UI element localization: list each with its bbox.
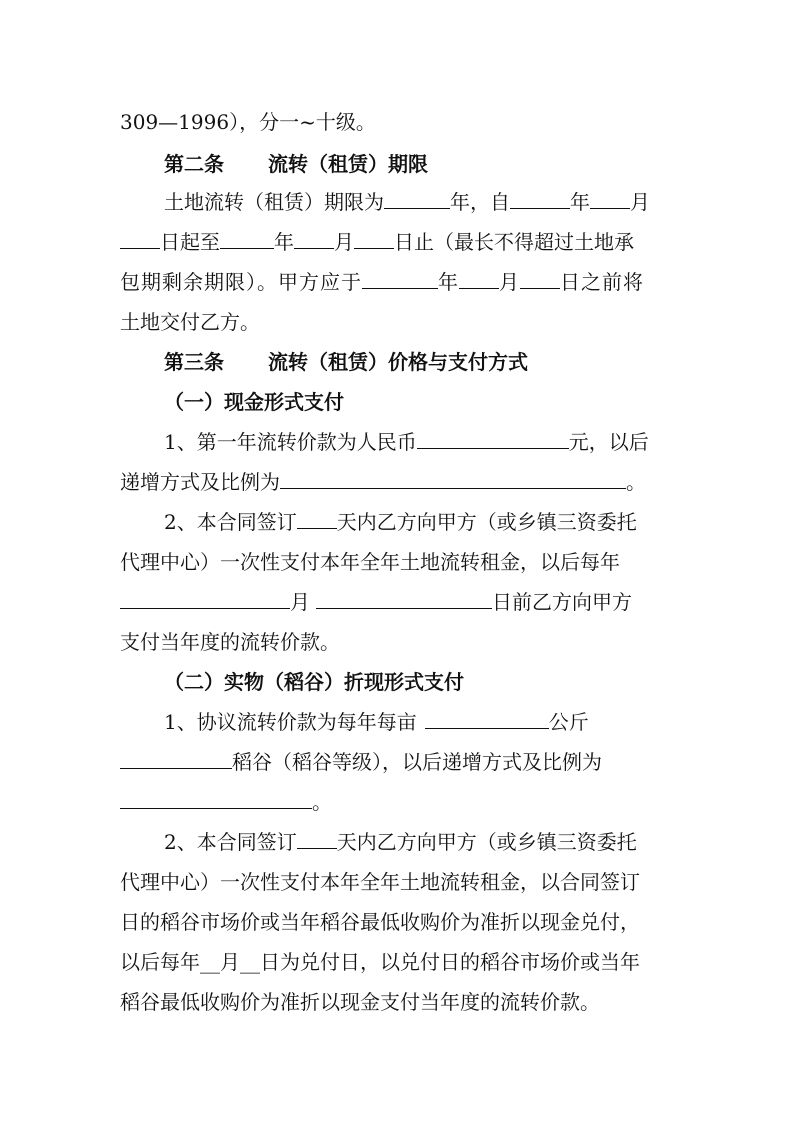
text: 土地交付乙方。 — [120, 310, 260, 334]
blank-field[interactable] — [280, 470, 626, 489]
text: 天内乙方向甲方（或乡镇三资委托 — [336, 830, 637, 854]
text-line — [164, 190, 650, 214]
blank-field[interactable] — [120, 590, 290, 609]
text: 1、第一年流转价款为人民币 — [164, 430, 417, 454]
text: 2、本合同签订 — [164, 830, 297, 854]
section-heading — [164, 390, 344, 414]
text-line — [120, 550, 620, 574]
text: 309—1996），分一~十级。 — [120, 110, 376, 134]
blank-field[interactable] — [459, 270, 499, 289]
article-2-heading — [164, 152, 428, 176]
section-heading — [164, 670, 464, 694]
text-line — [120, 470, 646, 494]
blank-field[interactable] — [297, 510, 337, 529]
text-line — [120, 110, 376, 134]
blank-field[interactable] — [362, 270, 438, 289]
text-line — [120, 870, 640, 894]
text: 天内乙方向甲方（或乡镇三资委托 — [336, 510, 637, 534]
text: 月 — [290, 590, 310, 614]
text: 月 — [334, 230, 354, 254]
article-number: 第二条 — [164, 152, 224, 176]
article-title: 流转（租赁）价格与支付方式 — [268, 350, 528, 374]
text: 年 — [274, 230, 294, 254]
text: 稻谷最低收购价为准折以现金支付当年度的流转价款。 — [120, 990, 600, 1014]
article-number: 第三条 — [164, 350, 224, 374]
text: 日前乙方向甲方 — [492, 590, 632, 614]
blank-field[interactable] — [520, 270, 560, 289]
text: 月 — [630, 190, 650, 214]
text: 支付当年度的流转价款。 — [120, 630, 340, 654]
text: 日的稻谷市场价或当年稻谷最低收购价为准折以现金兑付， — [120, 910, 640, 934]
text: （一）现金形式支付 — [164, 390, 344, 414]
text: 。 — [312, 790, 332, 814]
article-title: 流转（租赁）期限 — [268, 152, 428, 176]
text: 包期剩余期限）。甲方应于 — [120, 270, 362, 294]
blank-field[interactable] — [354, 230, 394, 249]
text-line — [164, 430, 649, 454]
article-3-heading — [164, 350, 528, 374]
text: 代理中心）一次性支付本年全年土地流转租金，以后每年 — [120, 550, 620, 574]
text: 。 — [626, 470, 646, 494]
blank-field[interactable] — [384, 190, 450, 209]
text-line — [120, 230, 634, 254]
blank-field[interactable] — [120, 790, 312, 809]
blank-field[interactable] — [297, 830, 337, 849]
text: 年 — [570, 190, 590, 214]
text-line — [120, 630, 340, 654]
blank-field[interactable] — [120, 230, 160, 249]
blank-field[interactable] — [417, 430, 569, 449]
text-line — [120, 310, 260, 334]
text: 稻谷（稻谷等级），以后递增方式及比例为 — [232, 750, 602, 774]
text: 元，以后 — [568, 430, 649, 454]
blank-field[interactable] — [120, 750, 232, 769]
blank-field[interactable] — [316, 590, 492, 609]
text: 公斤 — [548, 710, 589, 734]
text: 土地流转（租赁）期限为 — [164, 190, 384, 214]
text: 日起至 — [160, 230, 220, 254]
blank-field[interactable] — [425, 710, 549, 729]
blank-field[interactable] — [294, 230, 334, 249]
text: 2、本合同签订 — [164, 510, 297, 534]
text: 代理中心）一次性支付本年全年土地流转租金，以合同签订 — [120, 870, 640, 894]
blank-field[interactable] — [590, 190, 630, 209]
text-line — [120, 270, 644, 294]
text-line — [120, 790, 332, 814]
text: 日之前将 — [560, 270, 644, 294]
text: 月 — [499, 270, 520, 294]
text: 以后每年__月__日为兑付日，以兑付日的稻谷市场价或当年 — [120, 950, 640, 974]
text: 1、协议流转价款为每年每亩 — [164, 710, 417, 734]
text: 年 — [438, 270, 459, 294]
text-line — [120, 950, 640, 974]
text: 递增方式及比例为 — [120, 470, 280, 494]
text: 年，自 — [450, 190, 510, 214]
text: （二）实物（稻谷）折现形式支付 — [164, 670, 464, 694]
text-line — [120, 590, 632, 614]
text: 日止（最长不得超过土地承 — [394, 230, 634, 254]
text-line — [120, 750, 602, 774]
text-line — [164, 710, 589, 734]
text-line — [164, 830, 637, 854]
text-line — [164, 510, 637, 534]
text-line — [120, 990, 600, 1014]
blank-field[interactable] — [510, 190, 570, 209]
blank-field[interactable] — [220, 230, 274, 249]
text-line — [120, 910, 640, 934]
